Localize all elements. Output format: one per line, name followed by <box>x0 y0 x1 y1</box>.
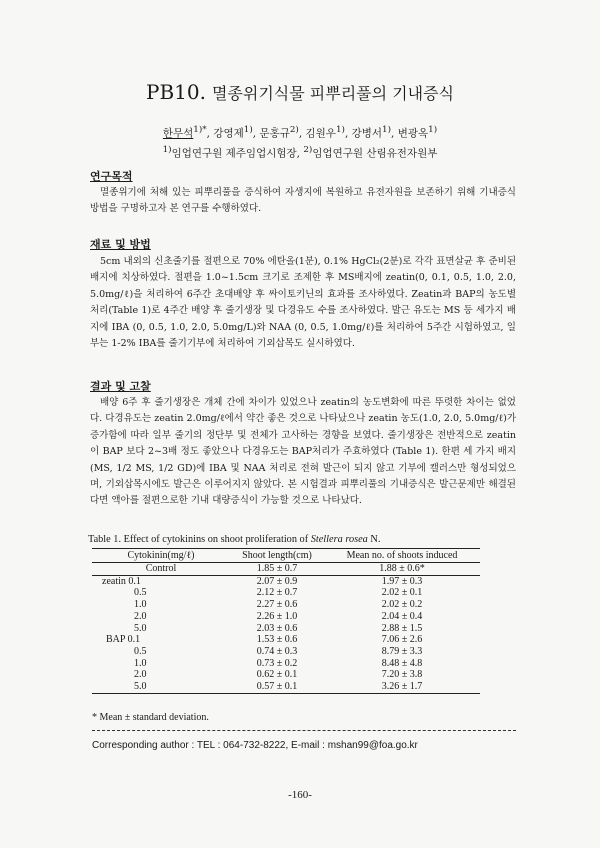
table-cell: 2.26 ± 1.0 <box>256 610 298 622</box>
author-list <box>0 122 600 142</box>
table-cell: 1.0 <box>134 657 147 669</box>
author-block <box>0 122 600 161</box>
table-cell: 2.0 <box>134 669 147 681</box>
dashed-divider <box>92 730 516 731</box>
table-row <box>92 658 480 670</box>
affiliation-mark: 1) <box>428 125 438 135</box>
table-cell: 7.20 ± 3.8 <box>381 669 423 681</box>
table-row <box>92 587 480 599</box>
author-name: , 김원우 <box>298 127 336 140</box>
table-cell: 8.48 ± 4.8 <box>381 657 423 669</box>
table-cell: 5.0 <box>92 681 230 693</box>
table-cell: 2.04 ± 0.4 <box>381 610 423 622</box>
author-name: , 강영제 <box>206 127 244 140</box>
table-cell: Control <box>92 563 230 576</box>
page-number: -160- <box>288 789 312 801</box>
table-cell: 1.85 ± 0.7 <box>230 563 324 576</box>
author-name: , 문홍규 <box>252 127 290 140</box>
table-cell: 1.97 ± 0.3 <box>381 575 423 587</box>
purpose-heading: 연구목적 <box>90 170 133 183</box>
paragraph: 5cm 내외의 신초줄기를 절편으로 70% 에탄올(1분), 0.1% HgCl₂(2분)로 각각 표면살균 후 준비된 배지에 치상하였다. 절편을 1.0~1.5cm 크기로 조제한 후 MS배지에 zeatin(0, 0.1, 0.5, 1.0, 2.0, 5.0mg/ℓ)을 처리하여 6주간 초대배양 후 싸이토키닌의 효과를 조사하였다. Zeatin과 BAP의 농도별 처리(Table 1)로 4주간 배양 후 줄기생장 및 다경유도 수를 조사하였다. 발근 유도는 MS 등 세가지 배지에 IBA (0, 0.5, 1.0, 2.0, 5.0mg/L)와 NAA (0, 0.5, 1.0mg/ℓ)를 처리하여 5주간 시험하였고, 일부는 1-2% IBA를 줄기기부에 처리하여 기외삽목도 실시하였다. <box>90 256 516 350</box>
table-cell: 7.06 ± 2.6 <box>381 634 423 646</box>
corresponding-author: Corresponding author : TEL : 064-732-8222, E-mail : mshan99@foa.go.kr <box>92 740 418 751</box>
cytokinin-table <box>92 548 480 694</box>
table-cell: zeatin 0.1 <box>102 575 141 587</box>
table-row <box>92 575 480 587</box>
table-header-row <box>92 549 480 563</box>
abstract-title-text: 멸종위기식물 피뿌리풀의 기내증식 <box>211 84 454 103</box>
results-heading: 결과 및 고찰 <box>90 380 151 393</box>
affiliation-mark: 2) <box>303 144 313 155</box>
author-name: , 변광옥 <box>391 127 429 140</box>
table-cell: 0.5 <box>134 645 147 657</box>
table-row <box>92 563 480 576</box>
table-row <box>92 634 480 646</box>
table-cell: 3.26 ± 1.7 <box>324 681 480 693</box>
column-header: Mean no. of shoots induced <box>324 549 480 563</box>
table-cell: 2.03 ± 0.6 <box>256 622 298 634</box>
table-cell: 0.74 ± 0.3 <box>256 645 298 657</box>
column-header: Cytokinin(mg/ℓ) <box>92 549 230 563</box>
table-cell: 2.0 <box>134 610 147 622</box>
table-cell: 1.0 <box>134 599 147 611</box>
paragraph: 배양 6주 후 줄기생장은 개체 간에 차이가 있었으나 zeatin의 농도변화에 따른 뚜렷한 차이는 없었다. 다경유도는 zeatin 2.0mg/ℓ에서 약간 좋은 것으로 나타났으나 zeatin 농도(1.0, 2.0, 5.0mg/ℓ)가 증가함에 따라 일부 줄기의 정단부 및 전체가 고사하는 경향을 보였다. 줄기생장은 전반적으로 zeatin이 BAP 보다 2~3배 정도 좋았으나 다경유도는 BAP처리가 주효하였다 (Table 1). 한편 세 가지 배지(MS, 1/2 MS, 1/2 GD)에 IBA 및 NAA 처리로 전혀 발근이 되지 않고 기부에 캘러스만 형성되었으며, 기외삽목시에도 발근은 이루어지지 않았다. 본 시험결과 피뿌리풀의 기내증식은 발근문제만 해결된다면 액아를 절편으로한 기내 대량증식이 가능할 것으로 나타났다. <box>90 397 516 507</box>
author-name: , 강병서 <box>344 127 383 140</box>
affiliation-2: 임업연구원 산림유전자원부 <box>312 147 438 159</box>
table-cell: 0.5 <box>134 587 147 599</box>
results-text <box>90 395 516 510</box>
affiliation-mark: 1) <box>382 125 392 135</box>
affiliation-mark: 2) <box>289 125 299 135</box>
table-row <box>92 681 480 693</box>
table-row <box>92 646 480 658</box>
affiliation-1: 임업연구원 제주임업시험장, <box>171 147 304 159</box>
table-caption <box>88 534 380 545</box>
table-cell: 5.0 <box>134 622 147 634</box>
column-header: Shoot length(cm) <box>230 549 324 563</box>
table-cell: 0.57 ± 0.1 <box>230 681 324 693</box>
table-cell: 1.53 ± 0.6 <box>256 634 298 646</box>
caption-species: Stellera rosea <box>310 534 368 545</box>
affiliation-mark: 1)* <box>193 125 207 135</box>
table-row <box>92 599 480 611</box>
affiliation-mark: 1) <box>335 125 345 135</box>
table-cell: 1.88 ± 0.6* <box>324 563 480 576</box>
table-cell: 2.02 ± 0.1 <box>381 587 423 599</box>
first-author: 한무석 <box>162 127 194 140</box>
table-cell: 2.27 ± 0.6 <box>256 599 298 611</box>
table-cell: BAP 0.1 <box>106 634 141 646</box>
table-row <box>92 623 480 635</box>
table-footnote: * Mean ± standard deviation. <box>92 712 209 723</box>
table-row <box>92 611 480 623</box>
table-cell: 2.12 ± 0.7 <box>256 587 298 599</box>
affiliation-mark: 1) <box>243 125 253 135</box>
table-cell: 2.88 ± 1.5 <box>381 622 423 634</box>
paragraph: 멸종위기에 처해 있는 피뿌리풀을 증식하여 자생지에 복원하고 유전자원을 보존하기 위해 기내증식 방법을 구명하고자 본 연구를 수행하였다. <box>90 187 516 215</box>
purpose-text <box>90 185 516 218</box>
methods-heading: 재료 및 방법 <box>90 238 151 251</box>
table-cell: 2.07 ± 0.9 <box>256 575 298 587</box>
table-cell: 2.02 ± 0.2 <box>381 599 423 611</box>
abstract-title <box>0 80 600 104</box>
table-cell: 0.62 ± 0.1 <box>256 669 298 681</box>
affiliations <box>0 142 600 162</box>
affiliation-mark: 1) <box>162 144 172 155</box>
abstract-code: PB10. <box>146 80 206 104</box>
table-cell: 8.79 ± 3.3 <box>381 645 423 657</box>
methods-text <box>90 254 516 352</box>
table-row <box>92 669 480 681</box>
caption-suffix: N. <box>367 534 381 545</box>
table-cell: 0.73 ± 0.2 <box>256 657 298 669</box>
caption-text: Table 1. Effect of cytokinins on shoot proliferation of <box>88 534 311 545</box>
